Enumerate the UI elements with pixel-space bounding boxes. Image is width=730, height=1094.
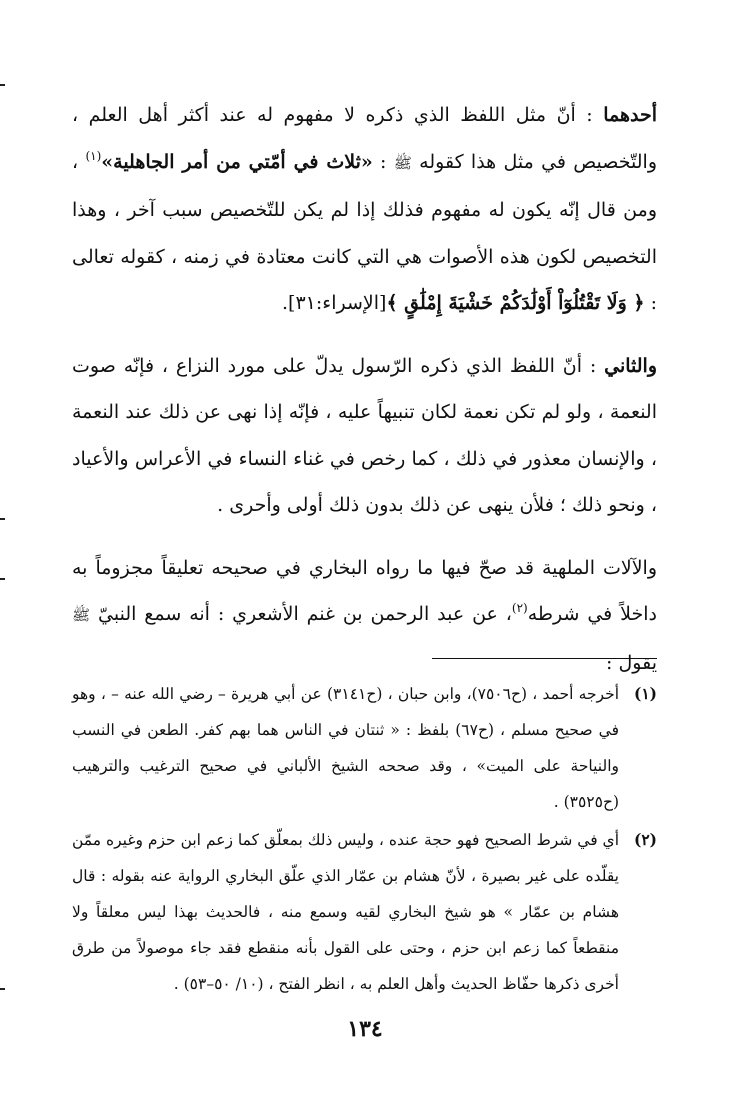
paragraph-second-reason (72, 343, 657, 529)
scan-edge-mark (0, 518, 5, 520)
paragraph-text: ، ومن قال إنّه يكون له مفهوم فذلك إذا لم يكن للتّخصيص سبب آخر ، وهذا التخصيص لكون هذه الأصوات هي التي كانت معتادة في زمنه ، كقوله تعالى : (72, 150, 657, 314)
scan-edge-mark (0, 578, 5, 580)
honorific-symbol: ﷺ (72, 606, 91, 624)
footnotes-section (72, 676, 657, 1004)
quran-verse: ﴿ وَلَا تَقْتُلُوٓاْ أَوْلَٰدَكُمْ خَشْيَةَ إِمْلَٰقٍ ﴾ (386, 292, 645, 314)
paragraph-lead: والثاني (604, 354, 657, 377)
footnote-text: أي في شرط الصحيح فهو حجة عنده ، وليس ذلك بمعلّق كما زعم ابن حزم وغيره ممّن يقلّده على غير بصيرة ، لأنّ هشام بن عمّار الذي علّق البخاري الرواية عنه بقوله : قال هشام بن عمّار » هو شيخ البخاري لقيه وسمع منه ، فالحديث بهذا ليس معلقاً ولا منقطعاً كما زعم ابن حزم ، وحتى على القول بأنه منقطع فقد جاء موصولاً من طرق أخرى ذكرها حفّاظ الحديث وأهل العلم به ، انظر الفتح ، (١٠/ ٥٠–٥٣) . (72, 831, 619, 993)
scan-edge-mark (0, 84, 5, 86)
footnote-number: (١) (633, 684, 657, 703)
paragraph-text: والآلات الملهية قد صحّ فيها ما رواه البخاري في صحيحه تعليقاً مجزوماً به داخلاً في شرطه (72, 556, 657, 625)
main-text (72, 92, 657, 702)
footnote-reference[interactable]: (٢) (511, 601, 528, 615)
scan-edge-mark (0, 988, 5, 990)
page-number: ١٣٤ (347, 1016, 383, 1042)
footnote-number: (٢) (633, 830, 657, 849)
hadith-quote: «ثلاث في أمّتي من أمر الجاهلية» (101, 150, 373, 173)
paragraph-instruments (72, 545, 657, 687)
paragraph-text: : أنّ مثل اللفظ الذي ذكره لا مفهوم له عند أكثر أهل العلم ، والتّخصيص في مثل هذا كقوله (72, 104, 658, 173)
paragraph-lead: أحدهما (603, 104, 657, 126)
footnote-reference[interactable]: (١) (85, 148, 102, 163)
paragraph-first-reason (72, 92, 657, 327)
footnote-divider (432, 658, 657, 659)
paragraph-text: : أنّ اللفظ الذي ذكره الرّسول يدلّ على مورد النزاع ، فإنّه صوت النعمة ، ولو لم تكن نعمة لكان تنبيهاً عليه ، فإنّه إذا نهى عن ذلك عند النعمة ، والإنسان معذور في ذلك ، كما رخص في غناء النساء في الأعراس والأعياد ، ونحو ذلك ؛ فلأن ينهى عن ذلك بدون ذلك أولى وأحرى . (72, 354, 657, 516)
paragraph-text: ، عن عبد الرحمن بن غنم الأشعري : أنه سمع النبيّ (90, 603, 512, 625)
paragraph-text: : (372, 150, 394, 173)
paragraph-text: يقول : (606, 651, 657, 674)
verse-citation: [الإسراء:٣١]. (282, 292, 387, 314)
footnote-text: أخرجه أحمد ، (ح٧٥٠٦)، وابن حبان ، (ح٣١٤١) عن أبي هريرة – رضي الله عنه – ، وهو في صحيح مسلم ، (ح٦٧) بلفظ : « ثنتان في الناس هما بهم كفر. الطعن في النسب والنياحة على الميت» ، وقد صححه الشيخ الألباني في صحيح الترغيب والترهيب (ح٣٥٢٥) . (72, 685, 619, 811)
honorific-symbol: ﷺ (393, 153, 412, 172)
footnote-2 (72, 822, 657, 1002)
footnote-1 (72, 676, 657, 820)
